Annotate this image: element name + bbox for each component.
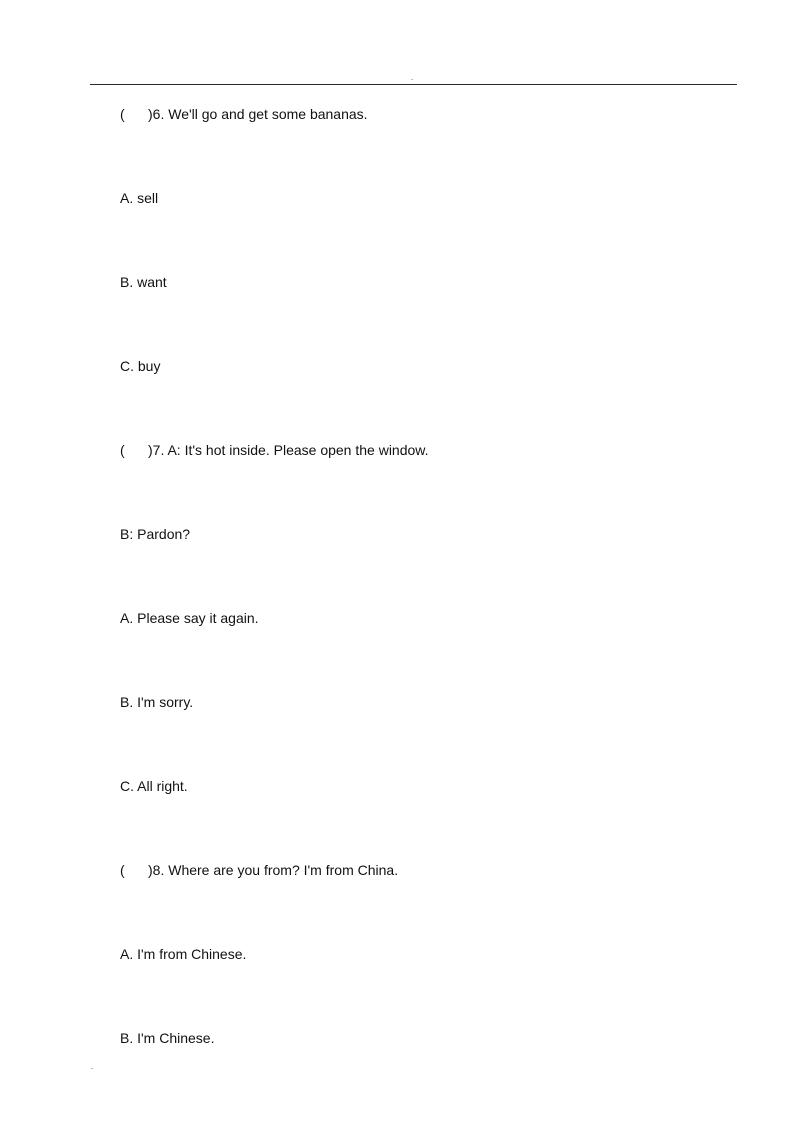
- question-6-option-b: B. want: [120, 274, 167, 290]
- question-7-stem: ( )7. A: It's hot inside. Please open the window.: [120, 442, 429, 458]
- header-mark: .: [411, 73, 414, 82]
- question-6-option-c: C. buy: [120, 358, 161, 374]
- question-8-stem: ( )8. Where are you from? I'm from China.: [120, 862, 399, 878]
- question-7-option-a: A. Please say it again.: [120, 610, 259, 626]
- question-7-option-b: B. I'm sorry.: [120, 694, 194, 710]
- question-6-option-a: A. sell: [120, 190, 159, 206]
- question-8-option-b: B. I'm Chinese.: [120, 1030, 215, 1046]
- question-7-option-c: C. All right.: [120, 778, 188, 794]
- question-8-option-a: A. I'm from Chinese.: [120, 946, 247, 962]
- footer-mark: .: [91, 1062, 94, 1071]
- question-6-stem: ( )6. We'll go and get some bananas.: [120, 106, 368, 122]
- header-rule: [90, 84, 737, 85]
- question-7-dialogue-b: B: Pardon?: [120, 526, 191, 542]
